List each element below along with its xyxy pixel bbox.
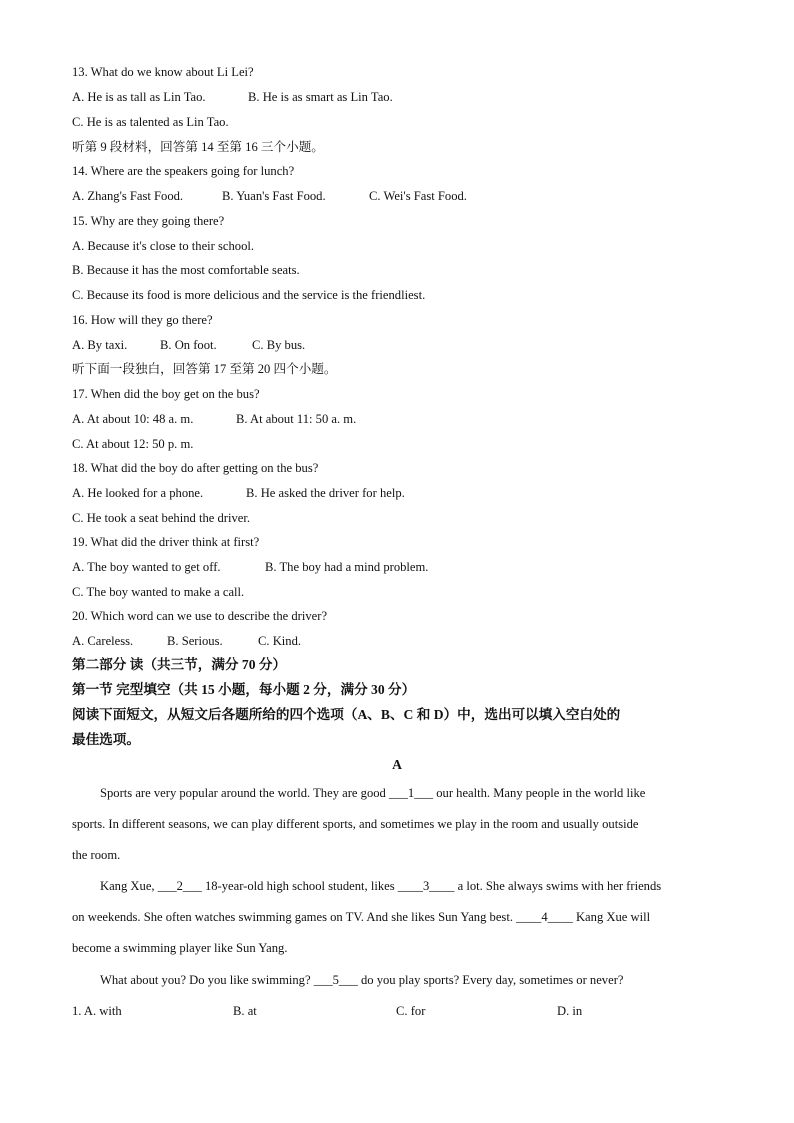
question-13-option-c: C. He is as talented as Lin Tao.: [72, 115, 229, 129]
option-b: B. at: [233, 1004, 257, 1018]
question-18-options-row1: [72, 485, 405, 501]
question-13-options-row1: [72, 89, 393, 105]
option: B. At about 11: 50 a. m.: [236, 412, 357, 426]
passage-p2-line3: become a swimming player like Sun Yang.: [72, 941, 288, 955]
question-14-options: [72, 188, 467, 204]
passage-p3-line1: [100, 972, 750, 988]
question-19-option-c: C. The boy wanted to make a call.: [72, 585, 245, 599]
reading-instruction-line2: 最佳选项。: [72, 732, 140, 747]
instruction-17-20: 听下面一段独白，回答第 17 至第 20 四个小题。: [72, 362, 337, 376]
option: B. On foot.: [160, 338, 217, 352]
blank-1: ___1___: [389, 786, 434, 800]
question-13: 13. What do we know about Li Lei?: [72, 65, 254, 79]
passage-label: A: [392, 757, 402, 772]
option: A. He looked for a phone.: [72, 486, 204, 500]
question-17-options-row1: [72, 411, 356, 427]
passage-text: Sports are very popular around the world. They are good: [100, 786, 389, 800]
option: B. He is as smart as Lin Tao.: [248, 90, 393, 104]
reading-instruction-line1: 阅读下面短文，从短文后各题所给的四个选项（A、B、C 和 D）中，选出可以填入空白处的: [72, 707, 621, 722]
blank-2: ___2___: [157, 879, 202, 893]
option: B. Yuan's Fast Food.: [222, 189, 326, 203]
question-17-option-c: C. At about 12: 50 p. m.: [72, 437, 194, 451]
section1-title: 第一节 完型填空（共 15 小题，每小题 2 分，满分 30 分）: [72, 682, 416, 697]
passage-p1-line1: [100, 785, 750, 801]
option: C. By bus.: [252, 338, 306, 352]
option: B. He asked the driver for help.: [246, 486, 405, 500]
passage-text: What about you? Do you like swimming?: [100, 973, 314, 987]
question-19-options-row1: [72, 559, 428, 575]
question-20: 20. Which word can we use to describe the driver?: [72, 609, 328, 623]
question-14: 14. Where are the speakers going for lunch?: [72, 164, 295, 178]
option-a: 1. A. with: [72, 1004, 122, 1018]
question-16: 16. How will they go there?: [72, 313, 213, 327]
passage-p2-line1: [100, 878, 750, 894]
option-d: D. in: [557, 1004, 583, 1018]
question-16-options: [72, 337, 305, 353]
option: A. Careless.: [72, 634, 134, 648]
part2-title: 第二部分 读（共三节，满分 70 分）: [72, 657, 287, 672]
passage-text: Kang Xue,: [100, 879, 158, 893]
question-15: 15. Why are they going there?: [72, 214, 225, 228]
option: A. He is as tall as Lin Tao.: [72, 90, 206, 104]
passage-p2-line2: [72, 909, 722, 925]
passage-text: on weekends. She often watches swimming games on TV. And she likes Sun Yang best.: [72, 910, 517, 924]
passage-p1-line3: the room.: [72, 848, 121, 862]
passage-p1-line2: sports. In different seasons, we can play different sports, and sometimes we play in the room and usually outside: [72, 817, 639, 831]
option: C. Kind.: [258, 634, 302, 648]
option: A. By taxi.: [72, 338, 128, 352]
option-c: C. for: [396, 1004, 426, 1018]
question-17: 17. When did the boy get on the bus?: [72, 387, 260, 401]
question-15-option-c: C. Because its food is more delicious and the service is the friendliest.: [72, 288, 426, 302]
passage-text: a lot. She always swims with her friends: [454, 879, 662, 893]
blank-4: ____4____: [516, 910, 573, 924]
passage-text: 18-year-old high school student, likes: [201, 879, 398, 893]
option: A. The boy wanted to get off.: [72, 560, 221, 574]
option: B. The boy had a mind problem.: [265, 560, 429, 574]
cloze-question-1-options: [72, 1003, 582, 1019]
blank-5: ___5___: [313, 973, 358, 987]
option: A. Zhang's Fast Food.: [72, 189, 184, 203]
question-15-option-a: A. Because it's close to their school.: [72, 239, 255, 253]
question-19: 19. What did the driver think at first?: [72, 535, 260, 549]
passage-text: do you play sports? Every day, sometimes or never?: [357, 973, 624, 987]
instruction-14-16: 听第 9 段材料，回答第 14 至第 16 三个小题。: [72, 140, 324, 154]
blank-3: ____3____: [397, 879, 455, 893]
option: A. At about 10: 48 a. m.: [72, 412, 194, 426]
option: B. Serious.: [167, 634, 223, 648]
option: C. Wei's Fast Food.: [369, 189, 467, 203]
question-18: 18. What did the boy do after getting on the bus?: [72, 461, 319, 475]
passage-text: our health. Many people in the world like: [433, 786, 646, 800]
question-15-option-b: B. Because it has the most comfortable seats.: [72, 263, 300, 277]
passage-text: Kang Xue will: [572, 910, 651, 924]
question-18-option-c: C. He took a seat behind the driver.: [72, 511, 251, 525]
question-20-options: [72, 633, 301, 649]
